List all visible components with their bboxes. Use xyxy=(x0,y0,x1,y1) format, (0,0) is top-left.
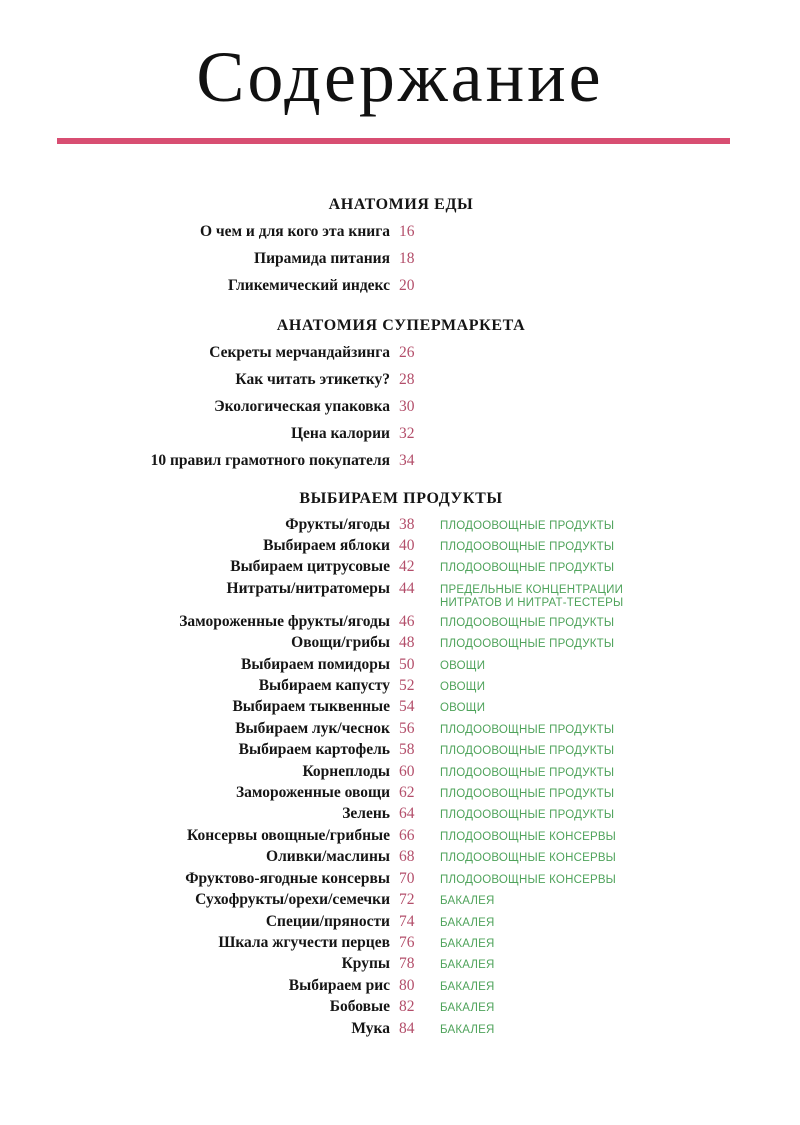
entry-page-number: 70 xyxy=(399,869,415,887)
entry-title: Выбираем помидоры xyxy=(241,655,390,673)
entry-title: Консервы овощные/грибные xyxy=(187,826,390,844)
entry-page-number: 84 xyxy=(399,1019,415,1037)
toc-entry-row xyxy=(58,218,744,245)
toc-entry-row xyxy=(58,911,744,932)
entry-title: Мука xyxy=(351,1019,390,1037)
toc-entry-row xyxy=(58,1018,744,1039)
entry-page-number: 30 xyxy=(399,397,415,415)
entry-page-number: 42 xyxy=(399,558,415,576)
section-entries xyxy=(58,514,744,1039)
entry-page-number: 82 xyxy=(399,998,415,1016)
entry-category-label: ПЛОДООВОЩНЫЕ ПРОДУКТЫ xyxy=(440,519,615,532)
toc-entry-row xyxy=(58,825,744,846)
entry-category-label: ПЛОДООВОЩНЫЕ ПРОДУКТЫ xyxy=(440,809,615,822)
entry-category-label: ОВОЩИ xyxy=(440,702,486,715)
entry-page-number: 34 xyxy=(399,451,415,469)
entry-page-number: 54 xyxy=(399,698,415,716)
toc-entry-row xyxy=(58,868,744,889)
toc-entry-row xyxy=(58,675,744,696)
entry-category-label: ПЛОДООВОЩНЫЕ КОНСЕРВЫ xyxy=(440,852,617,865)
toc-entry-row xyxy=(58,339,744,366)
entry-title: Сухофрукты/орехи/семечки xyxy=(195,891,390,909)
entry-category-label: ОВОЩИ xyxy=(440,659,486,672)
entry-category-label: ОВОЩИ xyxy=(440,681,486,694)
entry-page-number: 64 xyxy=(399,805,415,823)
entry-title: Зелень xyxy=(342,805,390,823)
entry-category-label: БАКАЛЕЯ xyxy=(440,1023,495,1036)
entry-category-label: ПЛОДООВОЩНЫЕ ПРОДУКТЫ xyxy=(440,723,615,736)
entry-title: Бобовые xyxy=(329,998,390,1016)
double-rule-divider xyxy=(57,138,730,144)
entry-category-label: ПЛОДООВОЩНЫЕ ПРОДУКТЫ xyxy=(440,766,615,779)
toc-entry-row xyxy=(58,393,744,420)
toc-entry-row xyxy=(58,953,744,974)
entry-page-number: 60 xyxy=(399,762,415,780)
toc-entry-row xyxy=(58,889,744,910)
toc-section xyxy=(58,317,744,474)
entry-title: Овощи/грибы xyxy=(291,634,390,652)
entry-category-label: ПЛОДООВОЩНЫЕ ПРОДУКТЫ xyxy=(440,562,615,575)
entry-title: Фрукты/ягоды xyxy=(285,515,390,533)
entry-title: Корнеплоды xyxy=(302,762,390,780)
section-entries xyxy=(58,218,744,299)
entry-page-number: 50 xyxy=(399,655,415,673)
entry-title: 10 правил грамотного покупателя xyxy=(150,451,390,469)
entry-page-number: 32 xyxy=(399,424,415,442)
toc-entry-row xyxy=(58,782,744,803)
toc-entry-row xyxy=(58,718,744,739)
entry-page-number: 46 xyxy=(399,612,415,630)
section-heading: ВЫБИРАЕМ ПРОДУКТЫ xyxy=(299,489,503,507)
entry-title: Выбираем лук/чеснок xyxy=(235,719,390,737)
entry-title: Гликемический индекс xyxy=(227,276,390,294)
entry-category-label: ПЛОДООВОЩНЫЕ КОНСЕРВЫ xyxy=(440,873,617,886)
toc-entry-row xyxy=(58,245,744,272)
entry-category-label: ПЛОДООВОЩНЫЕ ПРОДУКТЫ xyxy=(440,788,615,801)
entry-category-label: БАКАЛЕЯ xyxy=(440,980,495,993)
entry-category-label: БАКАЛЕЯ xyxy=(440,959,495,972)
toc-entry-row xyxy=(58,761,744,782)
entry-title: Фруктово-ягодные консервы xyxy=(185,869,390,887)
toc-entry-row xyxy=(58,366,744,393)
page-title: Содержание xyxy=(196,37,604,117)
toc-entry-row xyxy=(58,654,744,675)
entry-page-number: 38 xyxy=(399,515,415,533)
toc-sections xyxy=(58,196,744,1039)
toc-entry-row xyxy=(58,996,744,1017)
toc-entry-row xyxy=(58,739,744,760)
entry-title: Выбираем яблоки xyxy=(263,537,390,554)
entry-page-number: 16 xyxy=(399,222,415,240)
toc-section xyxy=(58,490,744,1039)
toc-entry-row xyxy=(58,611,744,632)
entry-title: Замороженные фрукты/ягоды xyxy=(179,612,390,630)
entry-page-number: 18 xyxy=(399,249,415,267)
entry-page-number: 80 xyxy=(399,976,415,994)
entry-title: О чем и для кого эта книга xyxy=(199,222,390,240)
entry-page-number: 52 xyxy=(399,677,415,695)
entry-title: Секреты мерчандайзинга xyxy=(209,343,390,361)
entry-title: Крупы xyxy=(341,955,390,973)
entry-category-label: ПЛОДООВОЩНЫЕ ПРОДУКТЫ xyxy=(440,638,615,651)
entry-category-label: ПРЕДЕЛЬНЫЕ КОНЦЕНТРАЦИИ НИТРАТОВ И НИТРАТ-ТЕСТЕРЫ xyxy=(440,583,624,610)
entry-page-number: 74 xyxy=(399,912,415,930)
toc-entry-row xyxy=(58,632,744,653)
entry-page-number: 44 xyxy=(399,579,415,597)
toc-entry-row xyxy=(58,556,744,577)
toc-section xyxy=(58,196,744,299)
entry-title: Выбираем тыквенные xyxy=(232,698,390,716)
toc-entry-row xyxy=(58,447,744,474)
entry-page-number: 72 xyxy=(399,891,415,909)
entry-title: Оливки/маслины xyxy=(266,848,390,866)
section-heading: АНАТОМИЯ ЕДЫ xyxy=(328,195,474,213)
entry-category-label: БАКАЛЕЯ xyxy=(440,937,495,950)
entry-title: Шкала жгучести перцев xyxy=(218,933,390,951)
section-entries xyxy=(58,339,744,474)
entry-page-number: 62 xyxy=(399,784,415,802)
toc-entry-row xyxy=(58,272,744,299)
entry-title: Экологическая упаковка xyxy=(214,397,390,415)
entry-category-label: ПЛОДООВОЩНЫЕ ПРОДУКТЫ xyxy=(440,616,615,629)
entry-title: Выбираем рис xyxy=(288,976,390,994)
toc-entry-row xyxy=(58,846,744,867)
toc-entry-row xyxy=(58,932,744,953)
toc-entry-row xyxy=(58,514,744,535)
entry-page-number: 40 xyxy=(399,537,415,554)
entry-page-number: 20 xyxy=(399,276,415,294)
entry-page-number: 26 xyxy=(399,343,415,361)
toc-entry-row xyxy=(58,696,744,717)
entry-category-label: БАКАЛЕЯ xyxy=(440,916,495,929)
entry-category-label: ПЛОДООВОЩНЫЕ ПРОДУКТЫ xyxy=(440,541,615,553)
entry-title: Нитраты/нитратомеры xyxy=(226,579,390,597)
entry-title: Пирамида питания xyxy=(254,249,390,267)
section-heading: АНАТОМИЯ СУПЕРМАРКЕТА xyxy=(276,316,526,334)
toc-entry-row xyxy=(58,420,744,447)
entry-title: Замороженные овощи xyxy=(235,784,390,802)
entry-page-number: 68 xyxy=(399,848,415,866)
toc-entry-row xyxy=(58,578,744,611)
entry-page-number: 48 xyxy=(399,634,415,652)
entry-category-label: ПЛОДООВОЩНЫЕ ПРОДУКТЫ xyxy=(440,745,615,758)
toc-page xyxy=(0,37,800,1125)
entry-title: Выбираем картофель xyxy=(238,741,390,759)
entry-category-label: БАКАЛЕЯ xyxy=(440,1002,495,1015)
toc-entry-row xyxy=(58,975,744,996)
entry-page-number: 58 xyxy=(399,741,415,759)
entry-title: Специи/пряности xyxy=(265,912,390,930)
entry-page-number: 66 xyxy=(399,826,415,844)
entry-category-label: ПЛОДООВОЩНЫЕ КОНСЕРВЫ xyxy=(440,830,617,843)
entry-title: Как читать этикетку? xyxy=(235,370,390,388)
entry-category-label: БАКАЛЕЯ xyxy=(440,895,495,908)
entry-page-number: 78 xyxy=(399,955,415,973)
entry-title: Цена калории xyxy=(290,424,390,442)
toc-entry-row xyxy=(58,803,744,824)
entry-page-number: 76 xyxy=(399,933,415,951)
entry-title: Выбираем капусту xyxy=(258,677,390,695)
entry-page-number: 28 xyxy=(399,370,415,388)
toc-entry-row xyxy=(58,535,744,556)
entry-page-number: 56 xyxy=(399,719,415,737)
entry-title: Выбираем цитрусовые xyxy=(230,558,390,576)
